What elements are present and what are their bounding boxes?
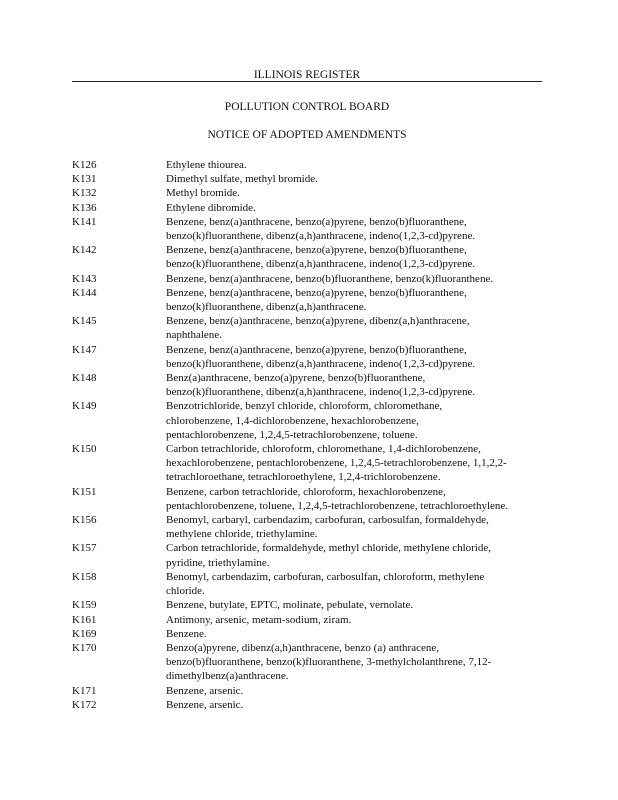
table-row [72, 243, 552, 271]
constituents-text [166, 314, 551, 342]
constituents-text [166, 399, 551, 442]
constituents-text [166, 541, 551, 569]
waste-code: K132 [72, 187, 97, 200]
waste-code: K170 [72, 641, 97, 654]
table-row [72, 399, 552, 442]
constituents-text [166, 598, 551, 612]
table-row [72, 598, 552, 612]
constituents-line: Benzene, arsenic. [166, 684, 244, 697]
constituents-text [166, 570, 551, 598]
waste-code: K158 [72, 570, 97, 583]
constituents-line: methylene chloride, triethylamine. [166, 528, 318, 541]
constituents-text [166, 201, 551, 215]
waste-code: K172 [72, 698, 97, 711]
table-row [72, 201, 552, 215]
constituents-line: Carbon tetrachloride, chloroform, chloromethane, 1,4-dichlorobenzene, [166, 443, 481, 456]
table-row [72, 541, 552, 569]
constituents-line: Benzotrichloride, benzyl chloride, chloroform, chloromethane, [166, 400, 443, 413]
constituents-line: Ethylene thiourea. [166, 159, 247, 171]
notice-title: NOTICE OF ADOPTED AMENDMENTS [207, 129, 407, 141]
constituents-line: Benzene, carbon tetrachloride, chloroform, hexachlorobenzene, [166, 485, 446, 498]
constituents-text [166, 442, 551, 485]
waste-code: K151 [72, 485, 97, 498]
table-row [72, 627, 552, 641]
constituents-text [166, 613, 551, 627]
table-row [72, 286, 552, 314]
constituents-line: Benzene, butylate, EPTC, molinate, pebulate, vernolate. [166, 599, 414, 612]
constituents-line: dimethylbenz(a)anthracene. [166, 670, 289, 683]
constituents-line: chlorobenzene, 1,4-dichlorobenzene, hexachlorobenzene, [166, 414, 419, 427]
constituents-line: chloride. [166, 585, 205, 598]
constituents-line: hexachlorobenzene, pentachlorobenzene, 1,2,4,5-tetrachlorobenzene, 1,1,2,2- [166, 457, 507, 470]
waste-code: K169 [72, 627, 97, 640]
constituents-text [166, 186, 551, 200]
header-rule [72, 81, 542, 82]
waste-code: K147 [72, 343, 97, 356]
waste-code: K149 [72, 400, 97, 413]
table-row [72, 684, 552, 698]
constituents-line: pyridine, triethylamine. [166, 556, 270, 569]
constituents-text [166, 627, 551, 641]
table-row [72, 371, 552, 399]
constituents-line: Benzene, benz(a)anthracene, benzo(b)fluoranthene, benzo(k)fluoranthene. [166, 272, 494, 285]
constituents-line: tetrachloroethane, tetrachloroethylene, 1,2,4-trichlorobenzene. [166, 471, 441, 484]
constituents-line: pentachlorobenzene, toluene, 1,2,4,5-tetrachlorobenzene, tetrachloroethylene. [166, 499, 509, 512]
constituents-text [166, 158, 551, 172]
constituents-line: Antimony, arsenic, metam-sodium, ziram. [166, 613, 352, 626]
constituents-line: Benzene, benz(a)anthracene, benzo(a)pyrene, benzo(b)fluoranthene, [166, 343, 467, 356]
constituents-line: Benomyl, carbaryl, carbendazim, carbofuran, carbosulfan, formaldehyde, [166, 514, 489, 527]
waste-code: K150 [72, 443, 97, 456]
constituents-line: Benz(a)anthracene, benzo(a)pyrene, benzo(b)fluoranthene, [166, 372, 426, 385]
constituents-line: Benzene. [166, 627, 207, 640]
constituents-text [166, 243, 551, 271]
waste-code: K159 [72, 599, 97, 612]
constituents-line: Ethylene dibromide. [166, 201, 256, 214]
table-row [72, 343, 552, 371]
waste-code: K143 [72, 272, 97, 285]
constituents-text [166, 485, 551, 513]
constituents-line: Carbon tetrachloride, formaldehyde, methyl chloride, methylene chloride, [166, 542, 491, 555]
waste-code: K142 [72, 244, 97, 257]
table-row [72, 272, 552, 286]
constituents-line: benzo(k)fluoranthene, dibenz(a,h)anthracene, indeno(1,2,3-cd)pyrene. [166, 258, 476, 271]
waste-code: K131 [72, 173, 97, 186]
constituents-line: Benzene, benz(a)anthracene, benzo(a)pyrene, dibenz(a,h)anthracene, [166, 315, 470, 328]
table-row [72, 158, 552, 172]
table-row [72, 513, 552, 541]
constituents-line: benzo(k)fluoranthene, dibenz(a,h)anthracene. [166, 301, 367, 314]
waste-code: K126 [72, 159, 97, 171]
waste-code: K156 [72, 514, 97, 527]
constituents-text [166, 215, 551, 243]
constituents-text [166, 698, 551, 712]
table-row [72, 570, 552, 598]
constituents-line: benzo(b)fluoranthene, benzo(k)fluoranthene, 3-methylcholanthrene, 7,12- [166, 656, 492, 669]
waste-code: K171 [72, 684, 97, 697]
board-name: POLLUTION CONTROL BOARD [224, 101, 390, 113]
table-row [72, 698, 552, 712]
waste-code: K145 [72, 315, 97, 328]
waste-code: K141 [72, 215, 97, 228]
constituents-text [166, 272, 551, 286]
constituents-line: naphthalene. [166, 329, 222, 342]
constituents-line: benzo(k)fluoranthene, dibenz(a,h)anthracene, indeno(1,2,3-cd)pyrene. [166, 357, 476, 370]
table-row [72, 215, 552, 243]
constituents-line: pentachlorobenzene, 1,2,4,5-tetrachlorobenzene, toluene. [166, 428, 418, 441]
constituents-text [166, 371, 551, 399]
waste-code: K144 [72, 286, 97, 299]
constituents-line: benzo(k)fluoranthene, dibenz(a,h)anthracene, indeno(1,2,3-cd)pyrene. [166, 230, 476, 243]
constituents-line: benzo(k)fluoranthene, dibenz(a,h)anthracene, indeno(1,2,3-cd)pyrene. [166, 386, 476, 399]
waste-code: K161 [72, 613, 97, 626]
table-row [72, 172, 552, 186]
constituents-line: Benzene, benz(a)anthracene, benzo(a)pyrene, benzo(b)fluoranthene, [166, 286, 467, 299]
table-row [72, 442, 552, 485]
table-row [72, 613, 552, 627]
register-title: ILLINOIS REGISTER [253, 69, 361, 81]
constituents-text [166, 343, 551, 371]
constituents-line: Methyl bromide. [166, 187, 240, 200]
constituents-text [166, 513, 551, 541]
constituents-text [166, 641, 551, 684]
table-row [72, 186, 552, 200]
constituents-text [166, 172, 551, 186]
constituents-line: Benomyl, carbendazim, carbofuran, carbosulfan, chloroform, methylene [166, 570, 485, 583]
waste-code: K148 [72, 372, 97, 385]
constituents-text [166, 286, 551, 314]
constituents-line: Benzene, benz(a)anthracene, benzo(a)pyrene, benzo(b)fluoranthene, [166, 215, 467, 228]
constituents-line: Benzo(a)pyrene, dibenz(a,h)anthracene, benzo (a) anthracene, [166, 641, 440, 654]
waste-code-list [72, 158, 552, 712]
constituents-text [166, 684, 551, 698]
constituents-line: Benzene, benz(a)anthracene, benzo(a)pyrene, benzo(b)fluoranthene, [166, 244, 467, 257]
table-row [72, 485, 552, 513]
waste-code: K136 [72, 201, 97, 214]
waste-code: K157 [72, 542, 97, 555]
constituents-line: Dimethyl sulfate, methyl bromide. [166, 173, 318, 186]
constituents-line: Benzene, arsenic. [166, 698, 244, 711]
table-row [72, 314, 552, 342]
table-row [72, 641, 552, 684]
